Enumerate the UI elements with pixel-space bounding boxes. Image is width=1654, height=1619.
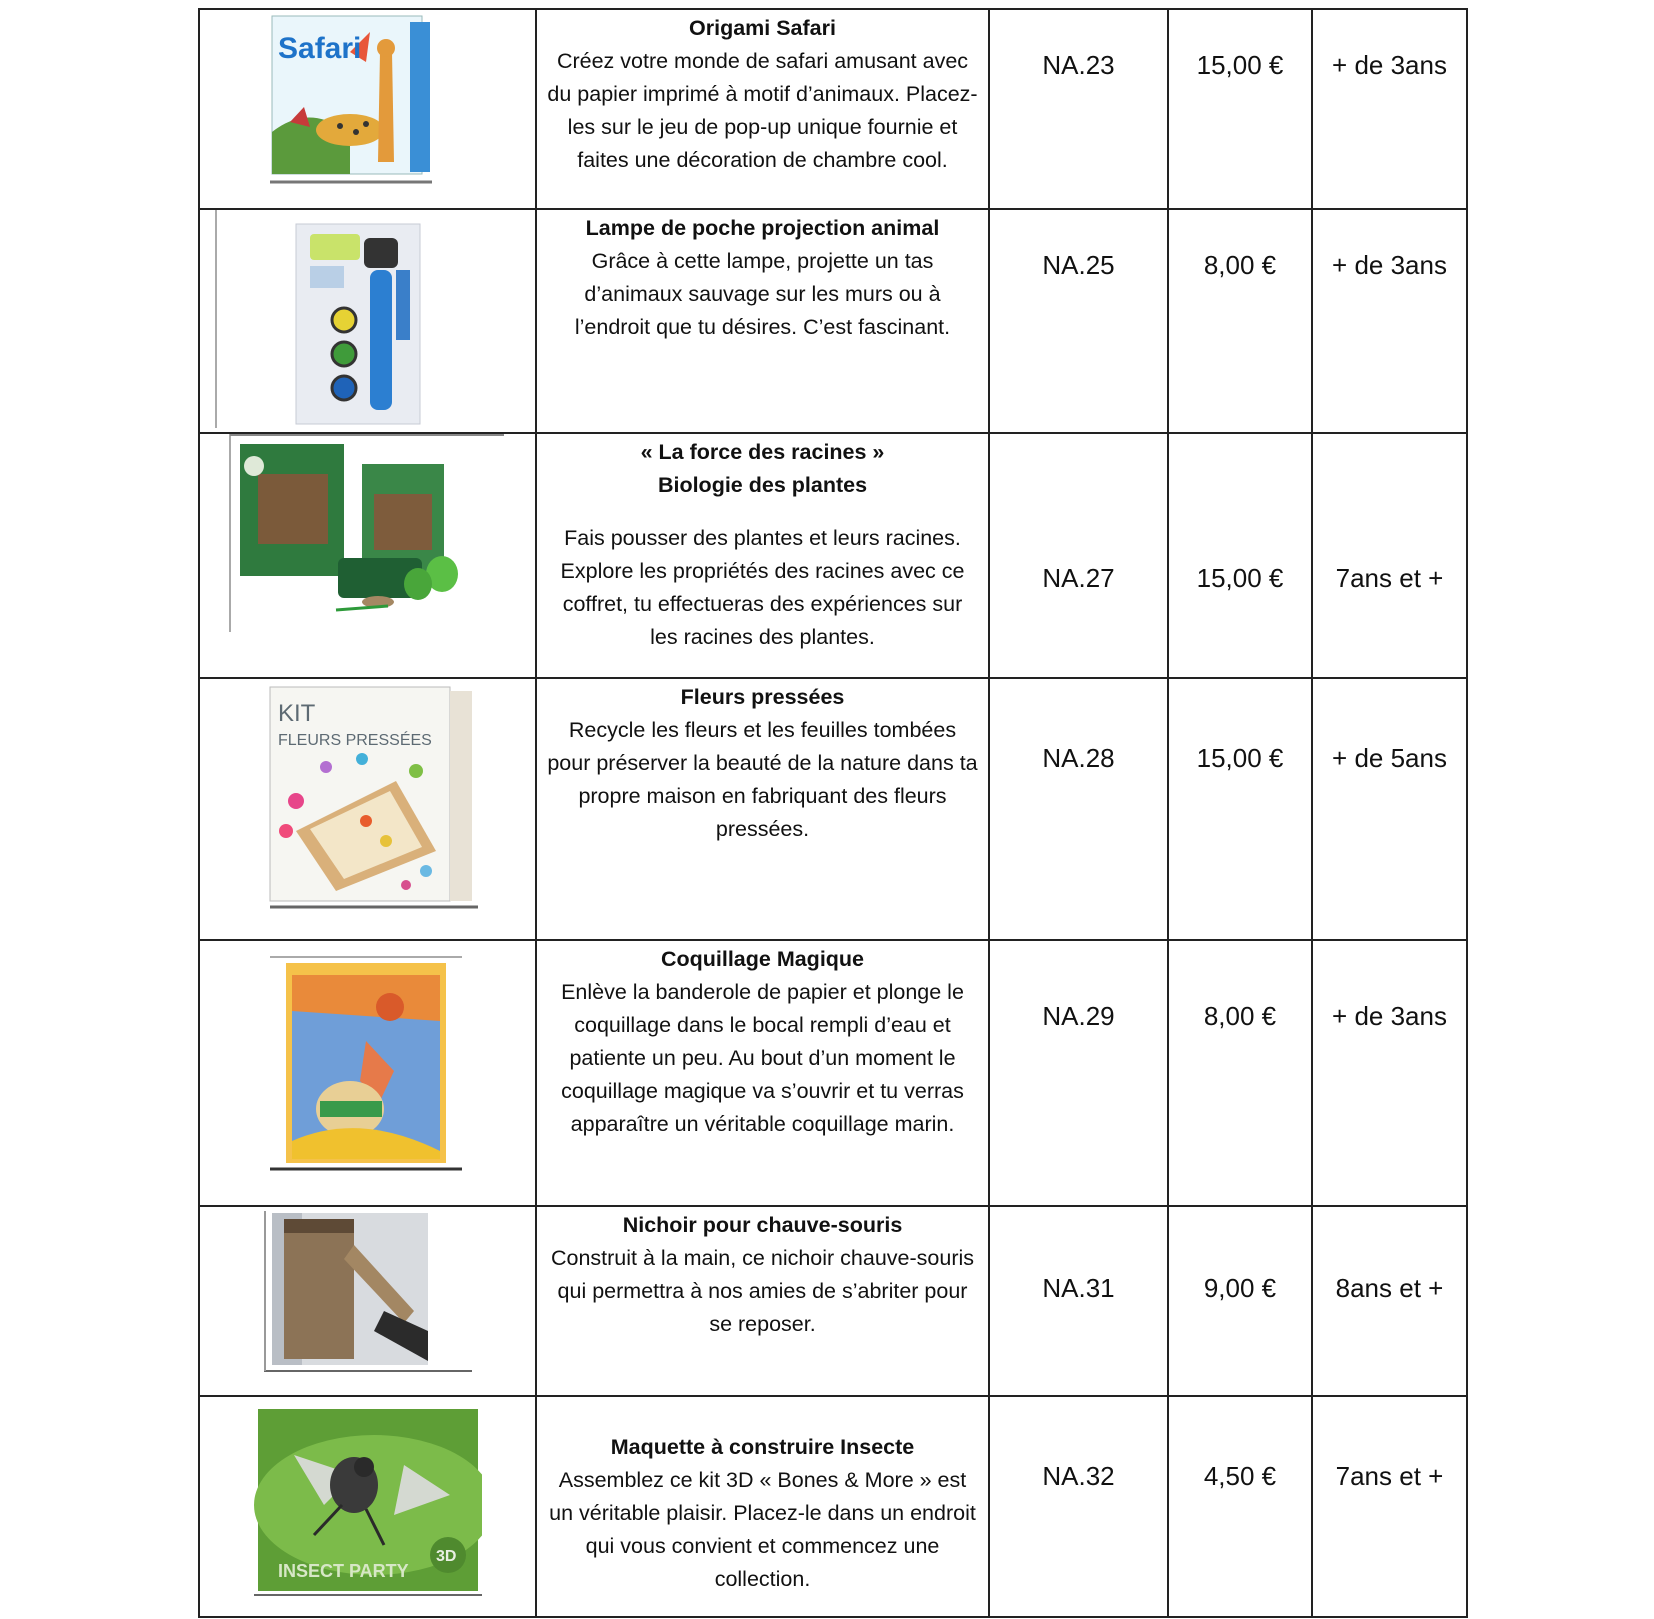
- product-price-cell: [1168, 940, 1312, 1206]
- product-description-cell: [536, 940, 989, 1206]
- svg-text:INSECT PARTY: INSECT PARTY: [278, 1561, 409, 1581]
- product-ref-cell: [989, 433, 1168, 678]
- product-description-cell: [536, 209, 989, 433]
- product-age: + de 5ans: [1332, 743, 1447, 773]
- wooden-bat-house-icon: [264, 1211, 472, 1373]
- product-ref-cell: [989, 940, 1168, 1206]
- product-ref-cell: [989, 678, 1168, 940]
- product-ref: NA.31: [1042, 1273, 1115, 1303]
- table-row: [199, 940, 1467, 1206]
- product-ref-cell: [989, 1396, 1168, 1617]
- product-ref-cell: [989, 209, 1168, 433]
- table-row: [199, 433, 1467, 678]
- product-title: Lampe de poche projection animal: [585, 216, 940, 240]
- product-title: Coquillage Magique: [660, 947, 865, 971]
- product-catalog-table: [198, 8, 1468, 1618]
- table-row: [199, 1396, 1467, 1617]
- product-price-cell: [1168, 1206, 1312, 1396]
- svg-text:Safari: Safari: [278, 32, 362, 65]
- product-subtitle: Biologie des plantes: [657, 473, 868, 497]
- product-image-cell: [199, 1396, 536, 1617]
- product-description-cell: [536, 678, 989, 940]
- product-price-cell: [1168, 1396, 1312, 1617]
- product-age-cell: [1312, 433, 1467, 678]
- root-biology-kit-icon: [228, 434, 504, 632]
- product-age: 7ans et +: [1335, 563, 1444, 593]
- product-age: + de 3ans: [1332, 250, 1447, 280]
- product-title: Maquette à construire Insecte: [610, 1435, 915, 1459]
- product-price: 15,00 €: [1196, 563, 1284, 593]
- product-price-cell: [1168, 678, 1312, 940]
- product-image-cell: [199, 9, 536, 209]
- product-description: Assemblez ce kit 3D « Bones & More » est un véritable plaisir. Placez-le dans un endroit qui vous convient et commencez une collection.: [549, 1468, 976, 1591]
- product-price-cell: [1168, 209, 1312, 433]
- table-row: [199, 678, 1467, 940]
- product-description-cell: [536, 1206, 989, 1396]
- product-ref: NA.29: [1042, 1001, 1115, 1031]
- paragraph-gap: [547, 502, 978, 522]
- insect-3d-model-kit-icon: [254, 1405, 482, 1597]
- product-ref-cell: [989, 9, 1168, 209]
- product-image-cell: [199, 209, 536, 433]
- product-age: 7ans et +: [1335, 1461, 1444, 1491]
- product-ref-cell: [989, 1206, 1168, 1396]
- product-age: + de 3ans: [1332, 1001, 1447, 1031]
- product-title: Nichoir pour chauve-souris: [622, 1213, 903, 1237]
- product-ref: NA.32: [1042, 1461, 1115, 1491]
- product-price: 9,00 €: [1203, 1273, 1277, 1303]
- table-row: [199, 1206, 1467, 1396]
- product-price-cell: [1168, 9, 1312, 209]
- product-image-cell: [199, 678, 536, 940]
- product-title: Origami Safari: [689, 16, 836, 40]
- product-description-cell: [536, 433, 989, 678]
- product-ref: NA.27: [1042, 563, 1115, 593]
- table-row: [199, 209, 1467, 433]
- product-age: 8ans et +: [1335, 1273, 1444, 1303]
- product-age-cell: [1312, 678, 1467, 940]
- magic-seashell-pack-icon: [270, 941, 462, 1171]
- product-age-cell: [1312, 1396, 1467, 1617]
- product-ref: NA.28: [1042, 743, 1115, 773]
- product-image-cell: [199, 940, 536, 1206]
- product-price: 15,00 €: [1196, 50, 1284, 80]
- product-price: 8,00 €: [1203, 250, 1277, 280]
- product-description-cell: [536, 1396, 989, 1617]
- product-age-cell: [1312, 209, 1467, 433]
- product-price: 15,00 €: [1196, 743, 1284, 773]
- origami-safari-box-icon: [270, 12, 432, 184]
- product-price-cell: [1168, 433, 1312, 678]
- product-title: Fleurs pressées: [680, 685, 845, 709]
- product-age-cell: [1312, 940, 1467, 1206]
- pressed-flowers-kit-icon: [266, 681, 482, 911]
- product-description: Fais pousser des plantes et leurs racines. Explore les propriétés des racines avec ce coffret, tu effectueras des expériences sur les racines des plantes.: [560, 526, 965, 649]
- product-description: Recycle les fleurs et les feuilles tombées pour préserver la beauté de la nature dans ta propre maison en fabriquant des fleurs pressées.: [547, 718, 978, 841]
- product-age: + de 3ans: [1332, 50, 1447, 80]
- product-image-cell: [199, 1206, 536, 1396]
- product-description: Construit à la main, ce nichoir chauve-souris qui permettra à nos amies de s’abriter pour se reposer.: [550, 1246, 975, 1336]
- product-description: Grâce à cette lampe, projette un tas d’animaux sauvage sur les murs ou à l’endroit que tu désires. C’est fascinant.: [574, 249, 951, 339]
- product-age-cell: [1312, 1206, 1467, 1396]
- table-row: [199, 9, 1467, 209]
- product-price: 8,00 €: [1203, 1001, 1277, 1031]
- svg-text:KIT: KIT: [278, 700, 316, 727]
- animal-projection-flashlight-icon: [212, 210, 502, 428]
- product-description: Créez votre monde de safari amusant avec du papier imprimé à motif d’animaux. Placez-les sur le jeu de pop-up unique fournie et faites une décoration de chambre cool.: [547, 49, 978, 172]
- product-image-cell: [199, 433, 536, 678]
- product-title: « La force des racines »: [640, 440, 885, 464]
- product-age-cell: [1312, 9, 1467, 209]
- product-ref: NA.23: [1042, 50, 1115, 80]
- product-description-cell: [536, 9, 989, 209]
- svg-text:FLEURS PRESSÉES: FLEURS PRESSÉES: [278, 732, 432, 749]
- svg-text:3D: 3D: [436, 1548, 457, 1565]
- product-ref: NA.25: [1042, 250, 1115, 280]
- product-description: Enlève la banderole de papier et plonge le coquillage dans le bocal rempli d’eau et patiente un peu. Au bout d’un moment le coquillage magique va s’ouvrir et tu verras apparaître un véritable coquillage marin.: [561, 980, 964, 1136]
- product-price: 4,50 €: [1203, 1461, 1277, 1491]
